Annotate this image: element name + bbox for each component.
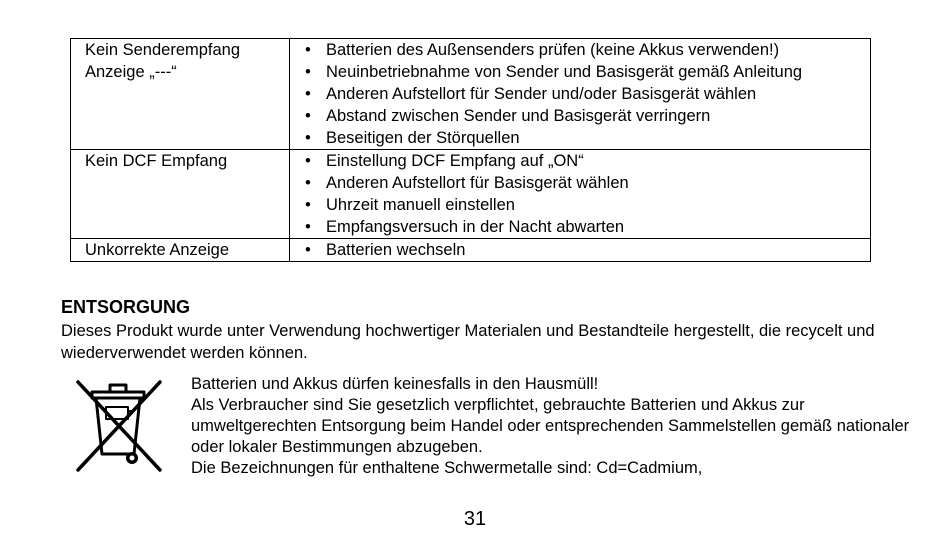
list-item: • Anderen Aufstellort für Basisgerät wählen [326, 172, 870, 194]
list-item: • Empfangsversuch in der Nacht abwarten [326, 216, 870, 238]
page-number: 31 [463, 508, 487, 530]
table-row [71, 39, 871, 150]
problem-cell [71, 39, 290, 150]
list-item: • Abstand zwischen Sender und Basisgerät verringern [326, 105, 870, 127]
list-item: • Batterien wechseln [326, 239, 870, 261]
list-item: • Uhrzeit manuell einstellen [326, 194, 870, 216]
table-row [71, 150, 871, 239]
notice-line: Als Verbraucher sind Sie gesetzlich verpflichtet, gebrauchte Batterien und Akkus zur umweltgerechten Entsorgung beim Handel oder entsprechenden Sammelstellen gemäß nationaler oder lokaler Bestimmungen abzugeben. [191, 396, 910, 456]
notice-line: Die Bezeichnungen für enthaltene Schwermetalle sind: Cd=Cadmium, [191, 459, 703, 477]
list-item: • Beseitigen der Störquellen [326, 127, 870, 149]
fixes-cell [290, 150, 871, 239]
problem-cell [71, 150, 290, 239]
list-item: • Neuinbetriebnahme von Sender und Basisgerät gemäß Anleitung [326, 61, 870, 83]
table-row [71, 239, 871, 262]
problem-sub-label: Anzeige „---“ [85, 63, 177, 81]
battery-disposal-notice [191, 374, 911, 479]
problem-cell [71, 239, 290, 262]
section-title: ENTSORGUNG [61, 297, 191, 317]
crossed-out-wheelie-bin-icon [70, 374, 166, 474]
troubleshooting-table [70, 38, 871, 262]
list-item: • Anderen Aufstellort für Sender und/oder Basisgerät wählen [326, 83, 870, 105]
problem-label: Kein DCF Empfang [85, 152, 228, 170]
fixes-list [304, 150, 870, 238]
fixes-cell [290, 239, 871, 262]
fixes-cell [290, 39, 871, 150]
section-intro: Dieses Produkt wurde unter Verwendung hochwertiger Materialen und Bestandteile hergestellt, die recycelt und wiederverwendet werden können. [61, 322, 875, 362]
list-item: • Batterien des Außensenders prüfen (keine Akkus verwenden!) [326, 39, 870, 61]
fixes-list [304, 39, 870, 149]
problem-label: Kein Senderempfang [85, 41, 241, 59]
problem-label: Unkorrekte Anzeige [85, 241, 229, 259]
fixes-list [304, 239, 870, 261]
list-item: • Einstellung DCF Empfang auf „ON“ [326, 150, 870, 172]
notice-line: Batterien und Akkus dürfen keinesfalls in den Hausmüll! [191, 375, 599, 393]
